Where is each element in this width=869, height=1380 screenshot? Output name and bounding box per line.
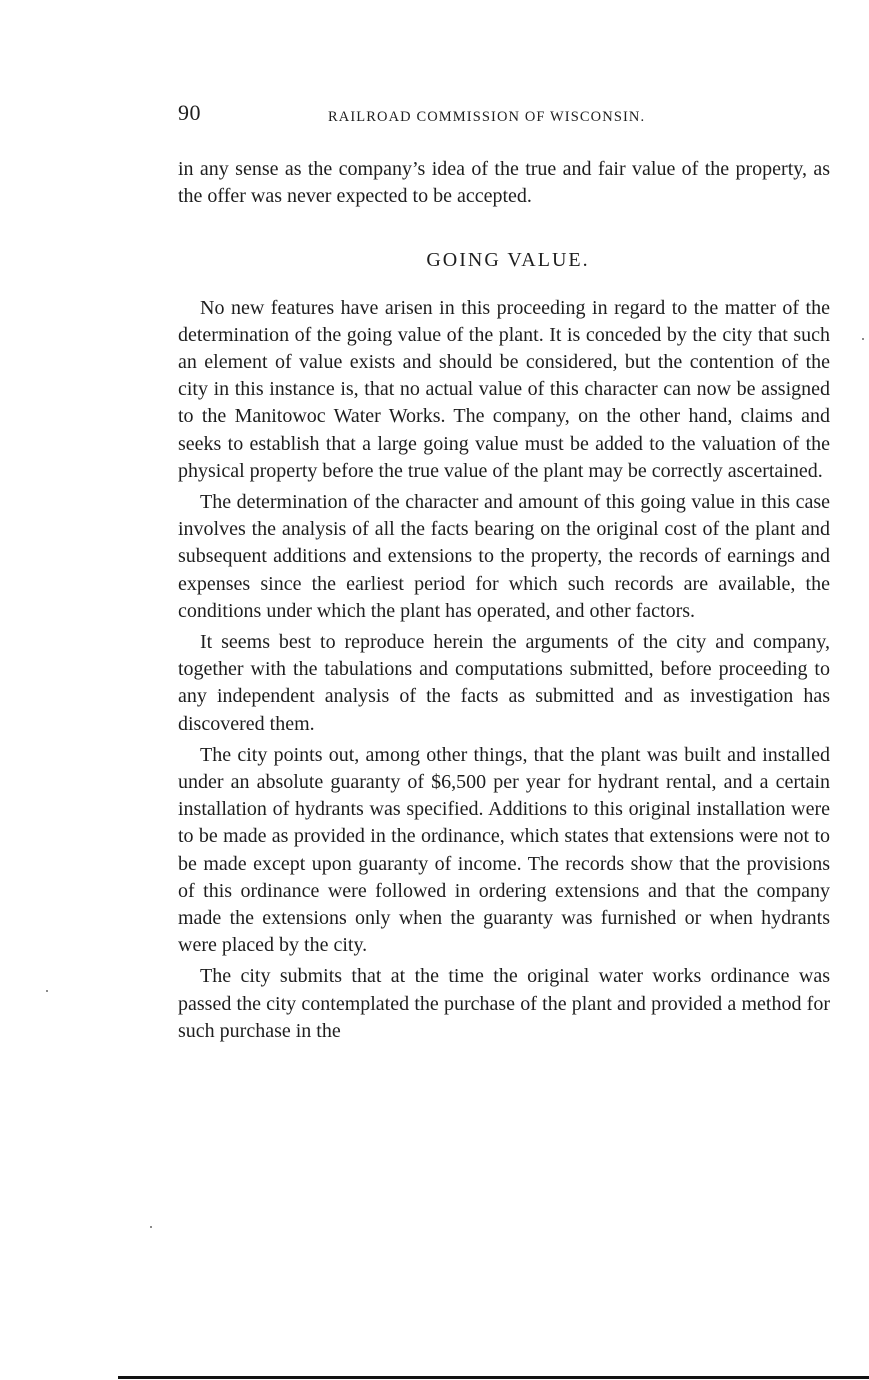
paragraph-3: It seems best to reproduce herein the arguments of the city and company, together with the tabulations and computations submitted, before proceeding to any independent analysis of the facts as submitted and as investigation has discovered them. (178, 631, 830, 735)
bottom-rule (118, 1376, 869, 1379)
continuation-paragraph: in any sense as the company’s idea of the true and fair value of the property, as the offer was never expected to be accepted. (178, 158, 830, 208)
paper-speck (862, 338, 864, 340)
paragraph-1: No new features have arisen in this proceeding in regard to the matter of the determination of the going value of the plant. It is conceded by the city that such an element of value exists and should be considered, but the contention of the city in this instance is, that no actual value of this character can now be assigned to the Manitowoc Water Works. The company, on the other hand, claims and seeks to establish that a large going value must be added to the valuation of the physical property before the true value of the plant may be correctly ascertained. (178, 296, 830, 482)
paragraph-2: The determination of the character and amount of this going value in this case involves the analysis of all the facts bearing on the original cost of the plant and subsequent additions and extensions to the property, the records of earnings and expenses since the earliest period for which such records are available, the conditions under which the plant has operated, and other factors. (178, 491, 830, 622)
paper-speck (150, 1226, 152, 1228)
section-heading: GOING VALUE. (426, 249, 590, 272)
body-text (178, 156, 830, 1045)
paragraph-4: The city points out, among other things, that the plant was built and installed under an absolute guaranty of $6,500 per year for hydrant rental, and a certain installation of hydrants was specified. Additions to this original installation were to be made as provided in the ordinance, which states that extensions were not to be made except upon guaranty of income. The records show that the provisions of this ordinance were followed in ordering extensions and that the company made the extensions only when the guaranty was furnished or when hydrants were placed by the city. (178, 743, 830, 957)
paragraph-5: The city submits that at the time the original water works ordinance was passed the city contemplated the purchase of the plant and provided a method for such purchase in the (178, 965, 830, 1042)
page-header (178, 100, 828, 130)
running-head: RAILROAD COMMISSION OF WISCONSIN. (328, 109, 646, 125)
paper-speck (46, 990, 48, 992)
page-number: 90 (178, 100, 201, 125)
